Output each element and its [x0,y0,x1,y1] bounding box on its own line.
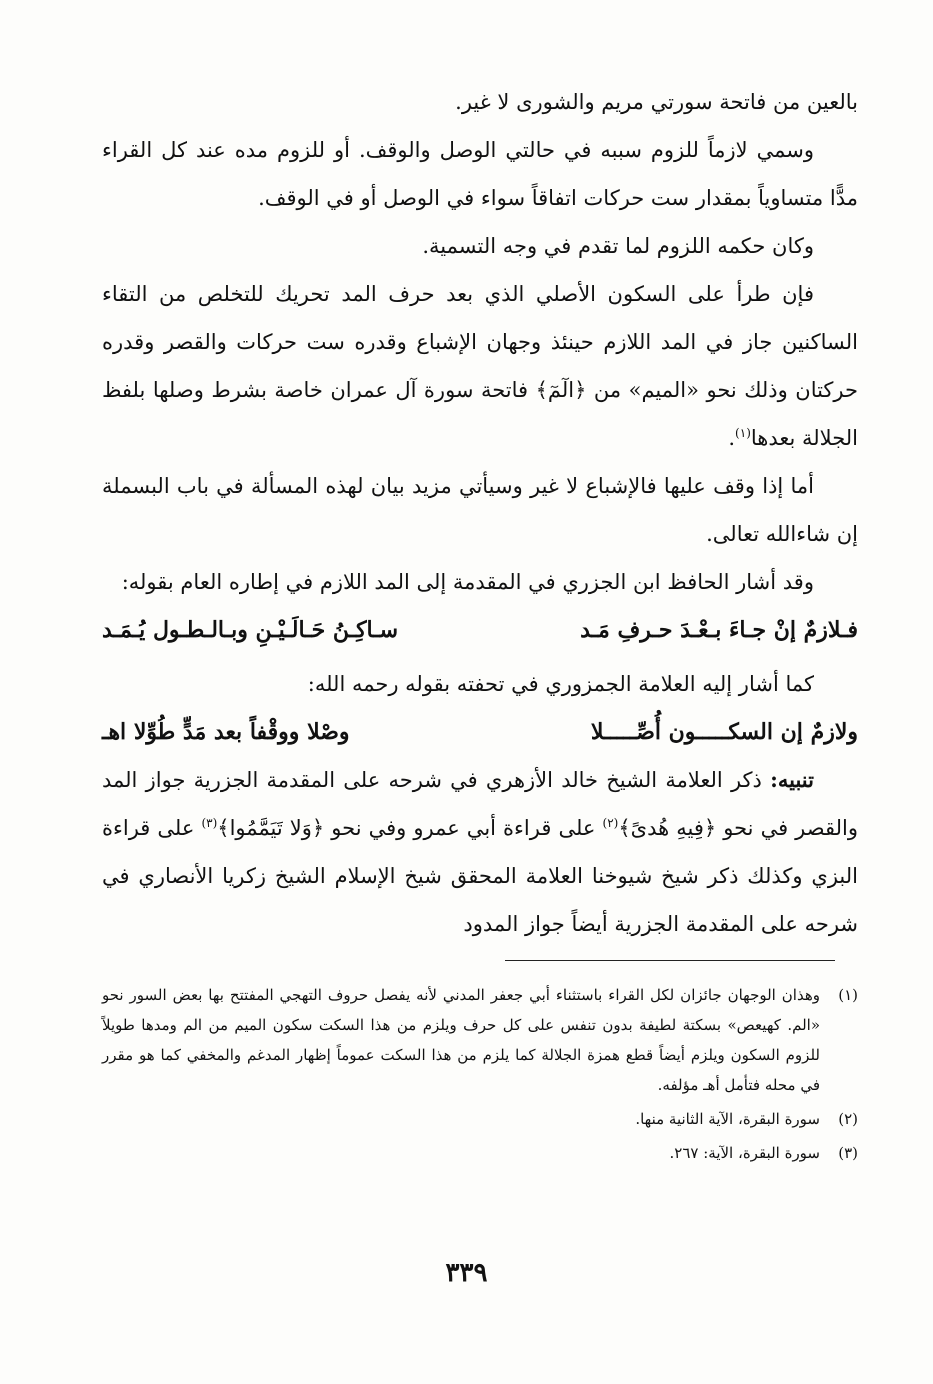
footnote-ref-3: (٣) [201,816,218,830]
verse-jazari-second-hemistich: سـاكِـنُ حَـالَـيْـنِ وبـالـطـول يُـمَـد [102,617,399,643]
footnote-separator [505,960,835,961]
footnote-3-text: سورة البقرة، الآية: ٢٦٧. [669,1144,820,1162]
note-text-1: ذكر العلامة الشيخ خالد الأزهري في شرحه على المقدمة الجزرية جواز المد والقصر في نحو ﴿فِيهِ هُدىً﴾ [102,768,858,840]
note-text-3: على قراءة البزي وكذلك ذكر شيخ شيوخنا العلامة المحقق شيخ الإسلام الشيخ زكريا الأنصاري في شرحه على المقدمة الجزرية أيضاً جواز المدود [102,816,858,936]
page-number: ٣٣٩ [445,1258,488,1288]
verse-jamzuri [102,708,858,756]
footnote-2-number: (٢) [838,1110,858,1128]
note-paragraph [102,756,858,948]
paragraph-vowel-change-text: فإن طرأ على السكون الأصلي الذي بعد حرف المد تحريك للتخلص من التقاء الساكنين جاز في المد اللازم حينئذ وجهان الإشباع وقدره ست حركات والقصر وقدره حركتان وذلك نحو «الميم» من ﴿الٓمٓ﴾ فاتحة سورة آل عمران خاصة بشرط وصلها بلفظ الجلالة بعدها [102,282,858,450]
footnote-3-number: (٣) [838,1144,858,1162]
note-block [102,756,858,948]
footnote-1-number: (١) [838,986,858,1004]
footnote-1-text: وهذان الوجهان جائزان لكل القراء باستثناء أبي جعفر المدني لأنه يفصل حروف التهجي المفتتح بها بعض السور نحو «الم. كهيعص» بسكتة لطيفة بدون تنفس على كل حرف ويلزم من هذا السكت سكون الميم من الم ومدها طويلاً للزوم السكون ويلزم أيضاً قطع همزة الجلالة كما يلزم من هذا السكت عموماً إظهار المدغم والمخفي كما هو مقرر في محله فتأمل أهـ مؤلفه. [102,986,820,1094]
verse-jazari [102,606,858,654]
paragraph-ruling: وكان حكمه اللزوم لما تقدم في وجه التسمية. [422,234,814,258]
paragraph-stop: أما إذا وقف عليها فالإشباع لا غير وسيأتي مزيد بيان لهذه المسألة في باب البسملة إن شاءالله تعالى. [102,474,858,546]
paragraph-end-dot: . [728,426,736,450]
footnote-ref-1: (١) [735,426,751,440]
footnotes [102,980,858,1172]
footnote-1 [102,980,858,1100]
paragraph-continuation: بالعين من فاتحة سورتي مريم والشورى لا غير. [455,90,858,114]
footnote-3 [102,1138,858,1168]
paragraph-jazari-intro: وقد أشار الحافظ ابن الجزري في المقدمة إلى المد اللازم في إطاره العام بقوله: [121,570,814,594]
verse-jamzuri-second-hemistich: وصْلا ووقْفاً بعد مَدٍّ طُوِّلا اهـ [102,719,350,745]
note-text-2: على قراءة أبي عمرو وفي نحو ﴿وَلا تَيَمَّمُوا﴾ [217,816,603,840]
paragraph-jamzuri-intro: كما أشار إليه العلامة الجمزوري في تحفته بقوله رحمه الله: [307,672,814,696]
footnote-2-text: سورة البقرة، الآية الثانية منها. [635,1110,820,1128]
paragraph-naming: وسمي لازماً للزوم سببه في حالتي الوصل والوقف. أو للزوم مده عند كل القراء مدًّا متساوياً بمقدار ست حركات اتفاقاً سواء في الوصل أو في الوقف. [102,138,858,210]
footnote-ref-2: (٢) [602,816,619,830]
paragraph-vowel-change [102,270,858,462]
footnote-2 [102,1104,858,1134]
main-text-top [102,78,858,606]
jamzuri-intro [102,660,858,708]
note-label: تنبيه: [770,767,814,792]
verse-jamzuri-first-hemistich: ولازمٌ إن السكـــــون أُصِّـــــلا [590,719,858,745]
verse-jazari-first-hemistich: فـلازمٌ إنْ جـاءَ بـعْـدَ حـرفِ مَـد [580,617,858,643]
